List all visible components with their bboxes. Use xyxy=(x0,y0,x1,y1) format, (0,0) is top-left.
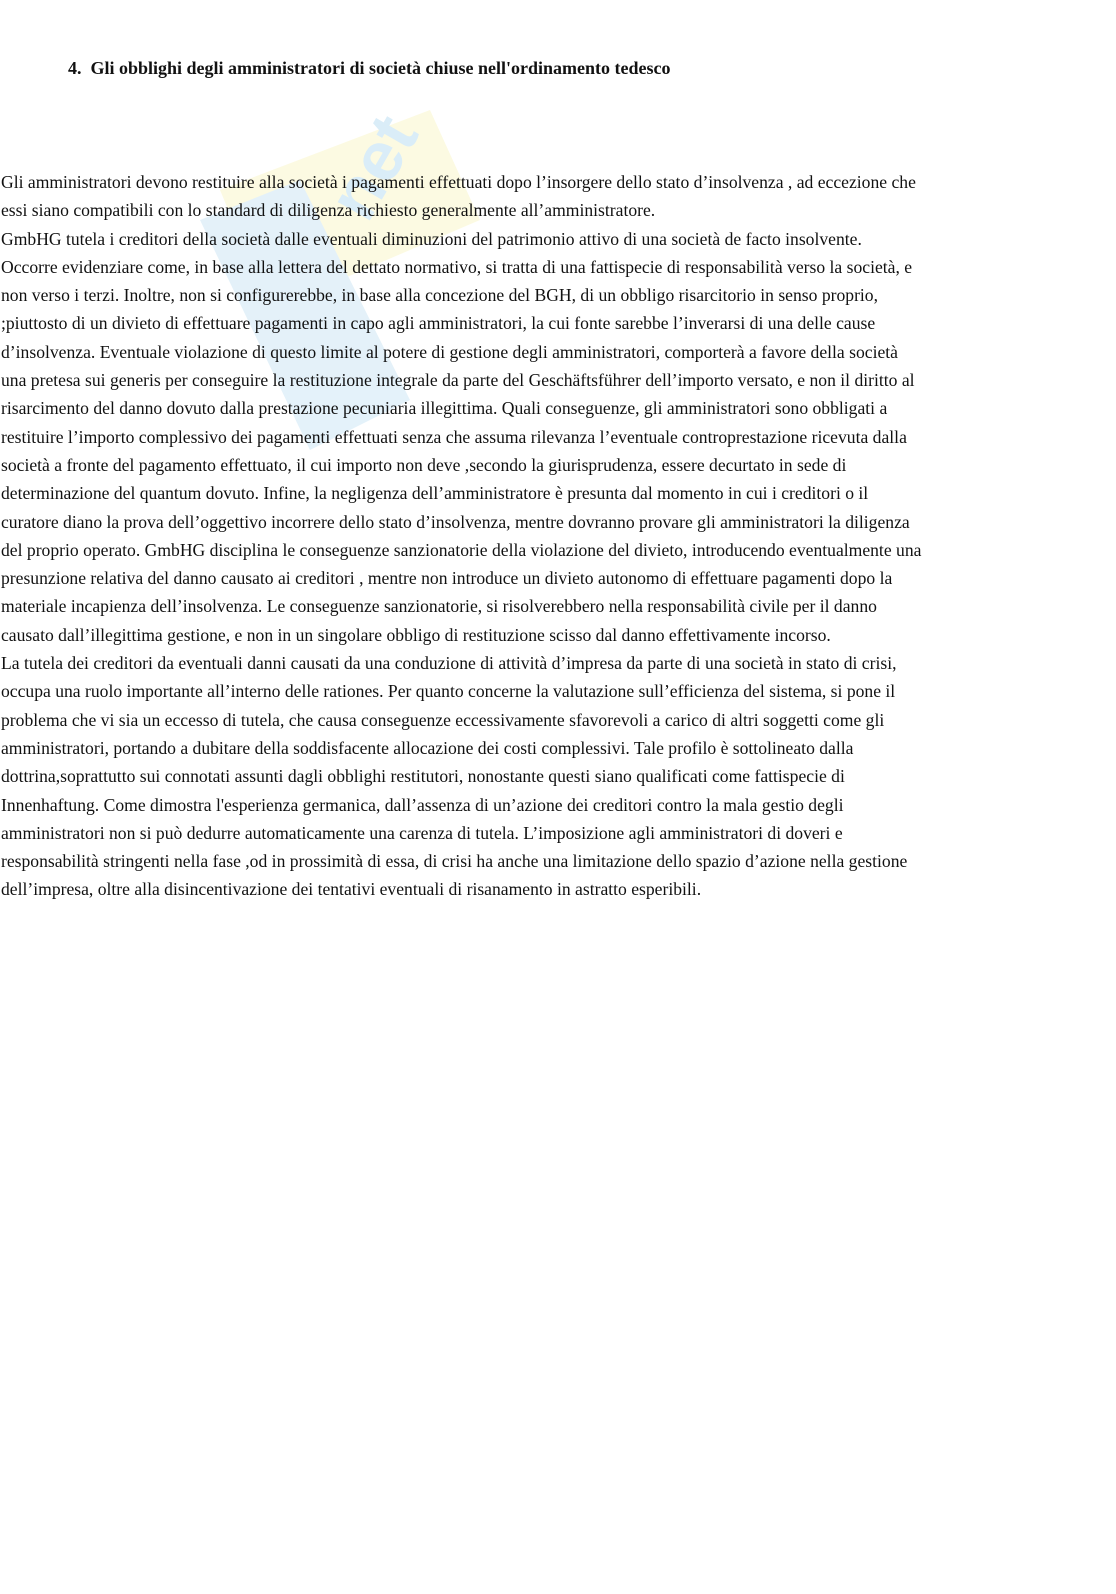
text-line: GmbHG tutela i creditori della società dalle eventuali diminuzioni del patrimonio attivo di una società de facto insolvente. xyxy=(1,228,862,249)
text-line: materiale incapienza dell’insolvenza. Le conseguenze sanzionatorie, si risolverebbero nella responsabilità civile per il danno xyxy=(1,596,877,617)
text-line: presunzione relativa del danno causato ai creditori , mentre non introduce un divieto autonomo di effettuare pagamenti dopo la xyxy=(1,568,893,589)
text-line: d’insolvenza. Eventuale violazione di questo limite al potere di gestione degli amministratori, comporterà a favore della società xyxy=(1,341,898,362)
section-heading xyxy=(68,56,671,80)
text-line: restituire l’importo complessivo dei pagamenti effettuati senza che assuma rilevanza l’eventuale controprestazione ricevuta dalla xyxy=(1,426,907,447)
text-line: ;piuttosto di un divieto di effettuare pagamenti in capo agli amministratori, la cui fonte sarebbe l’inverarsi di una delle cause xyxy=(1,313,876,334)
text-line: causato dall’illegittima gestione, e non in un singolare obbligo di restituzione scisso dal danno effettivamente incorso. xyxy=(1,624,831,645)
text-line: amministratori non si può dedurre automaticamente una carenza di tutela. L’imposizione agli amministratori di doveri e xyxy=(1,822,843,843)
text-line: determinazione del quantum dovuto. Infine, la negligenza dell’amministratore è presunta dal momento in cui i creditori o il xyxy=(1,483,869,504)
text-line: curatore diano la prova dell’oggettivo incorrere dello stato d’insolvenza, mentre dovranno provare gli amministratori la diligenza xyxy=(1,511,910,532)
text-line: dell’impresa, oltre alla disincentivazione dei tentativi eventuali di risanamento in astratto esperibili. xyxy=(1,879,702,900)
text-line: Occorre evidenziare come, in base alla lettera del dettato normativo, si tratta di una fattispecie di responsabilità verso la società, e xyxy=(1,256,913,277)
text-line: amministratori, portando a dubitare della soddisfacente allocazione dei costi complessivi. Tale profilo è sottolineato dalla xyxy=(1,737,854,758)
text-line: non verso i terzi. Inoltre, non si configurerebbe, in base alla concezione del BGH, di un obbligo risarcitorio in senso proprio, xyxy=(1,285,879,306)
text-line: problema che vi sia un eccesso di tutela, che causa conseguenze eccessivamente sfavorevoli a carico di altri soggetti come gli xyxy=(1,709,885,730)
section-title: Gli obblighi degli amministratori di società chiuse nell'ordinamento tedesco xyxy=(90,58,671,78)
text-line: risarcimento del danno dovuto dalla prestazione pecuniaria illegittima. Quali conseguenze, gli amministratori sono obbligati a xyxy=(1,398,888,419)
text-line: occupa una ruolo importante all’interno delle rationes. Per quanto concerne la valutazione sull’efficienza del sistema, si pone il xyxy=(1,681,896,702)
text-line: del proprio operato. GmbHG disciplina le conseguenze sanzionatorie della violazione del divieto, introducendo eventualmente una xyxy=(1,539,922,560)
body-paragraph xyxy=(1,168,1081,904)
text-line: una pretesa sui generis per conseguire la restituzione integrale da parte del Geschäftsführer dell’importo versato, e non il diritto al xyxy=(1,370,915,391)
watermark-text: net xyxy=(312,102,433,233)
text-line: società a fronte del pagamento effettuato, il cui importo non deve ,secondo la giurisprudenza, essere decurtato in sede di xyxy=(1,454,847,475)
text-line: La tutela dei creditori da eventuali danni causati da una conduzione di attività d’impresa da parte di una società in stato di crisi, xyxy=(1,653,897,674)
text-line: responsabilità stringenti nella fase ,od in prossimità di essa, di crisi ha anche una limitazione dello spazio d’azione nella gestione xyxy=(1,851,908,872)
section-number: 4. xyxy=(68,58,82,78)
text-line: Gli amministratori devono restituire alla società i pagamenti effettuati dopo l’insorgere dello stato d’insolvenza , ad eccezione che xyxy=(1,172,916,192)
text-line: essi siano compatibili con lo standard di diligenza richiesto generalmente all’amministratore. xyxy=(1,200,656,221)
text-line: dottrina,soprattutto sui connotati assunti dagli obblighi restitutori, nonostante questi siano qualificati come fattispecie di xyxy=(1,766,845,787)
text-line: Innenhaftung. Come dimostra l'esperienza germanica, dall’assenza di un’azione dei creditori contro la mala gestio degli xyxy=(1,794,844,815)
